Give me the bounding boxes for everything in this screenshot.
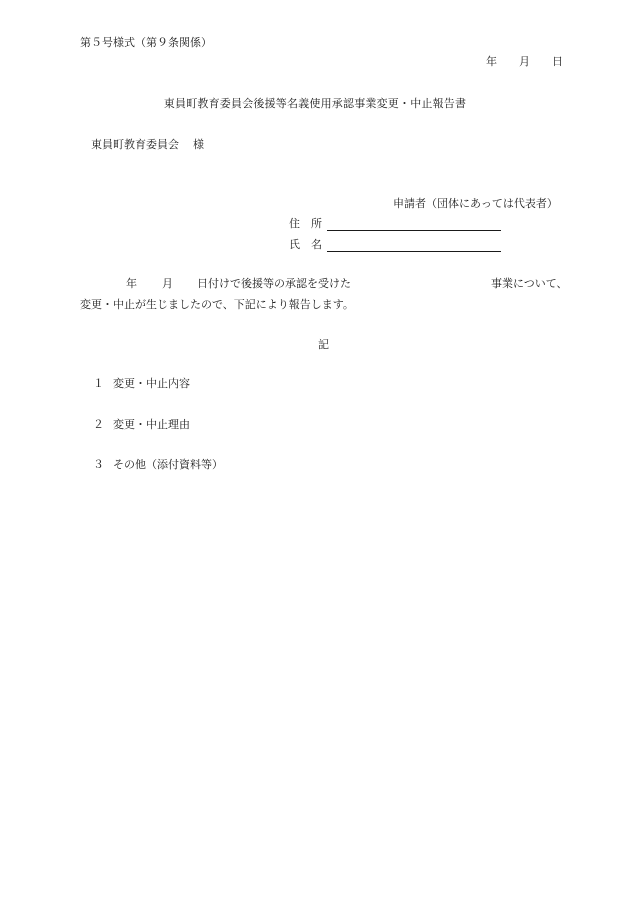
- address-label: 住 所: [289, 217, 322, 230]
- body-date-text: 日付けで後援等の承認を受けた: [197, 277, 351, 290]
- address-field[interactable]: [327, 217, 501, 231]
- body-year: 年: [126, 277, 137, 290]
- item-number: ２: [93, 418, 104, 431]
- body-project-text: 事業について、: [491, 277, 568, 290]
- address-row: [289, 217, 501, 231]
- addressee-honorific: 様: [193, 138, 204, 151]
- body-month: 月: [162, 277, 173, 290]
- body-line-2: 変更・中止が生じましたので、下記により報告します。: [80, 298, 354, 311]
- date-line: [486, 55, 563, 69]
- item-text: 変更・中止理由: [113, 418, 190, 431]
- list-item: [93, 418, 190, 432]
- item-number: １: [93, 377, 104, 390]
- date-year: 年: [486, 55, 497, 68]
- item-text: 変更・中止内容: [113, 377, 190, 390]
- name-label: 氏 名: [289, 238, 322, 251]
- addressee: [91, 138, 204, 152]
- name-row: [289, 238, 501, 252]
- list-item: [93, 458, 223, 472]
- document-title: 東員町教育委員会後援等名義使用承認事業変更・中止報告書: [163, 97, 467, 110]
- ki-heading: 記: [318, 338, 329, 351]
- form-number: 第５号様式（第９条関係）: [80, 36, 212, 49]
- item-text: その他（添付資料等）: [113, 458, 223, 471]
- name-field[interactable]: [327, 238, 501, 252]
- date-month: 月: [519, 55, 530, 68]
- list-item: [93, 377, 190, 391]
- item-number: ３: [93, 458, 104, 471]
- date-day: 日: [552, 55, 563, 68]
- addressee-name: 東員町教育委員会: [91, 138, 179, 151]
- applicant-label: 申請者（団体にあっては代表者）: [393, 197, 558, 210]
